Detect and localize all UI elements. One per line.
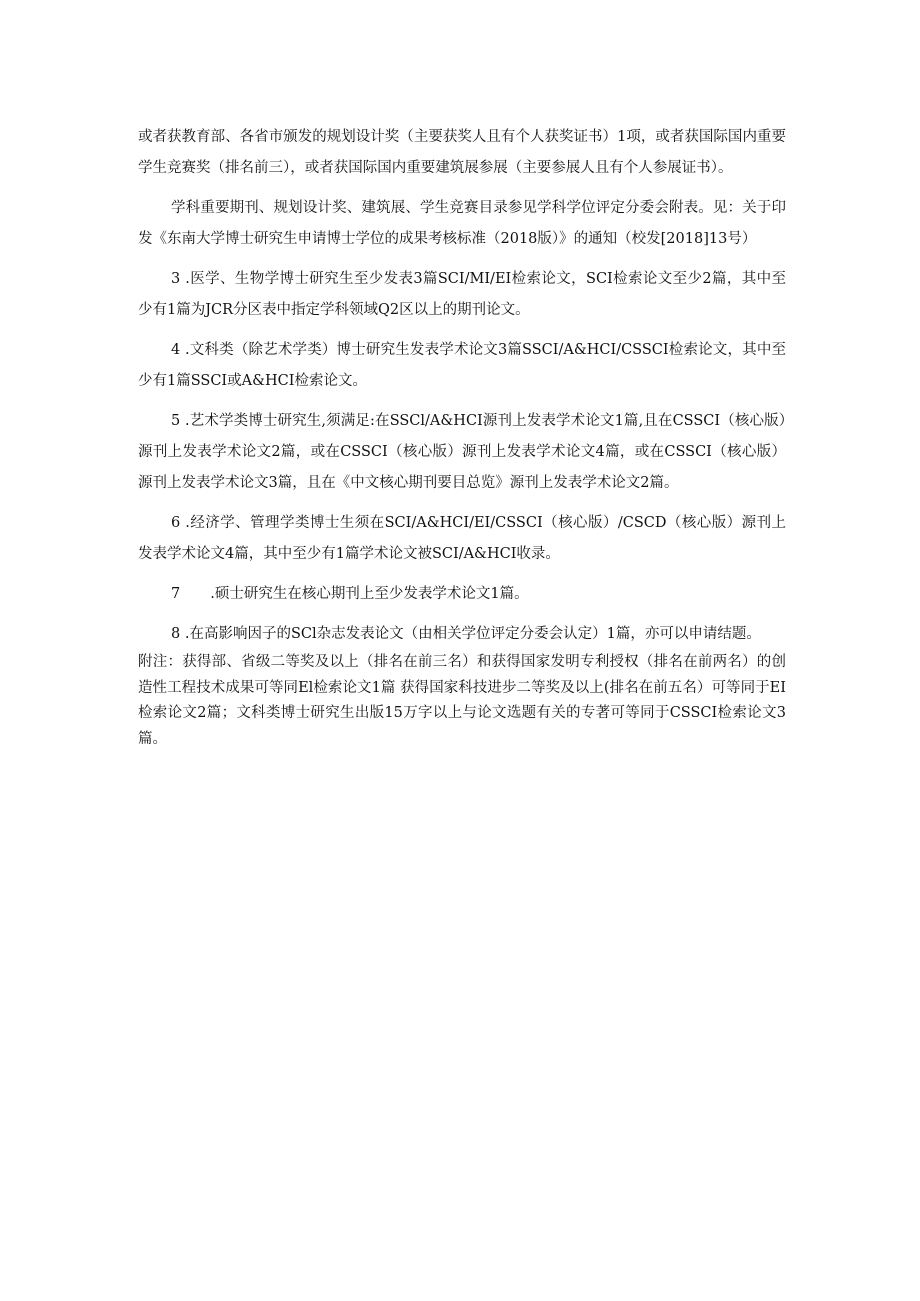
item-text: .医学、生物学博士研究生至少发表3篇SCI/MI/EI检索论文，SCI检索论文至少2篇，其中至少有1篇为JCR分区表中指定学科领域Q2区以上的期刊论文。	[138, 271, 787, 318]
item-text: .经济学、管理学类博士生须在SCI/A&HCI/EI/CSSCI（核心版）/CSCD（核心版）源刊上发表学术论文4篇，其中至少有1篇学术论文被SCI/A&HCI收录。	[138, 515, 787, 562]
footnote: 附注：获得部、省级二等奖及以上（排名在前三名）和获得国家发明专利授权（排名在前两名）的创造性工程技术成果可等同El检索论文1篇 获得国家科技进步二等奖及以上(排名在前五名）可等同于EI检索论文2篇；文科类博士研究生出版15万字以上与论文选题有关的专著可等同于CSSCI检索论文3篇。	[138, 654, 786, 747]
item-7-masters	[138, 579, 786, 610]
item-text: .硕士研究生在核心期刊上至少发表学术论文1篇。	[210, 586, 529, 602]
paragraph-award-continuation: 或者获教育部、各省市颁发的规划设计奖（主要获奖人且有个人获奖证书）1项，或者获国际国内重要学生竞赛奖（排名前三），或者获国际国内重要建筑展参展（主要参展人且有个人参展证书）。	[138, 129, 786, 176]
document-body	[138, 122, 786, 752]
item-3-medicine-biology	[138, 264, 786, 326]
item-text: .在高影响因子的SCl杂志发表论文（由相关学位评定分委会认定）1篇，亦可以申请结题。	[184, 626, 761, 642]
item-number: 4	[171, 342, 181, 358]
item-number: 7	[171, 586, 181, 602]
item-8-high-impact	[138, 619, 786, 650]
item-5-arts	[138, 406, 786, 499]
item-number: 6	[171, 515, 181, 531]
item-number: 5	[171, 413, 181, 429]
paragraph-catalog-reference: 学科重要期刊、规划设计奖、建筑展、学生竞赛目录参见学科学位评定分委会附表。见：关于印发《东南大学博士研究生申请博士学位的成果考核标准（2018版）》的通知（校发[2018]13号）	[138, 200, 786, 247]
item-number: 3	[171, 271, 181, 287]
item-text: .文科类（除艺术学类）博士研究生发表学术论文3篇SSCI/A&HCI/CSSCI检索论文，其中至少有1篇SSCI或A&HCI检索论文。	[138, 342, 787, 389]
item-number: 8	[171, 626, 181, 642]
item-6-economics-management	[138, 508, 786, 570]
item-text: .艺术学类博士研究生,须满足:在SSCl/A&HCI源刊上发表学术论文1篇,且在CSSCI（核心版）源刊上发表学术论文2篇，或在CSSCI（核心版）源刊上发表学术论文4篇，或在CSSCI（核心版）源刊上发表学术论文3篇，且在《中文核心期刊要目总览》源刊上发表学术论文2篇。	[138, 413, 787, 491]
item-4-liberal-arts	[138, 335, 786, 397]
